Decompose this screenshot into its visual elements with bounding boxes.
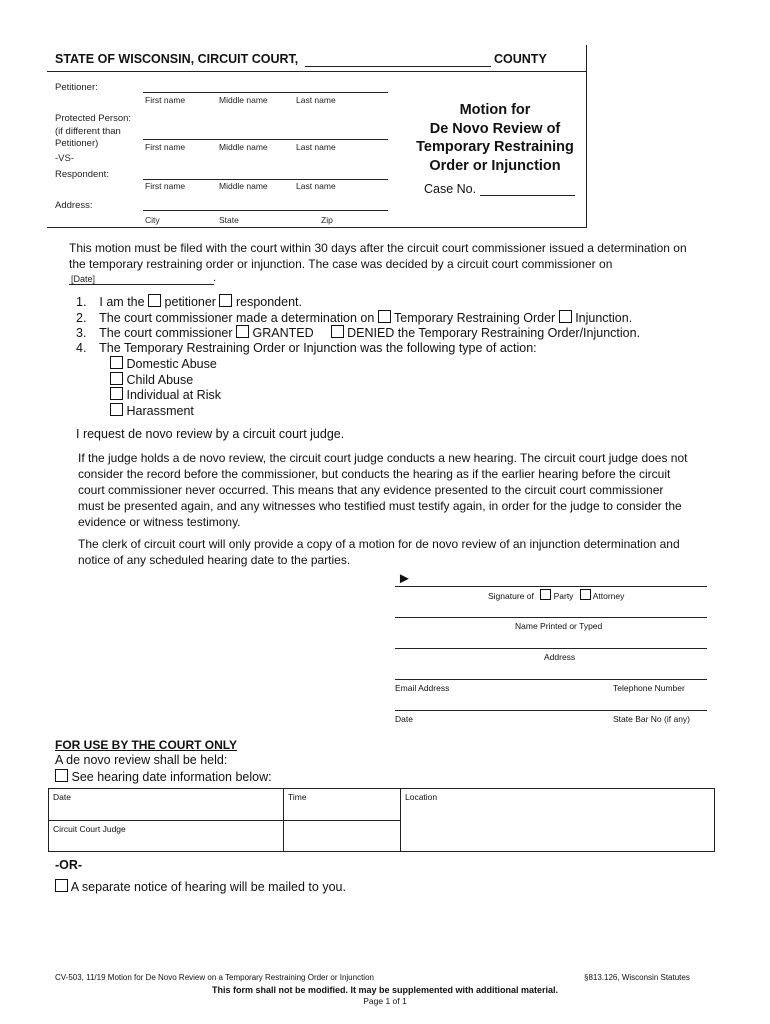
intro-line-1: This motion must be filed with the court within 30 days after the circuit court commissioner issued a determination on [69,241,687,255]
de-novo-explanation [78,450,687,530]
circuit-judge-cell[interactable] [49,821,284,852]
protected-person-note-2: Petitioner) [55,138,99,149]
state-bar-label: State Bar No (if any) [613,714,691,724]
date-bar-line[interactable] [395,710,707,711]
item-2-text-c: Injunction. [575,311,633,325]
address-zip: Zip [321,215,333,225]
separate-notice-label: A separate notice of hearing will be mailed to you. [70,880,346,894]
attorney-checkbox[interactable] [580,589,591,600]
see-hearing-checkbox[interactable] [55,769,68,782]
explanation-line-5: evidence or witness testimony. [78,515,241,529]
form-title [400,101,590,175]
action-harassment [110,403,194,418]
title-line-2: De Novo Review of [429,120,561,137]
hearing-info-table [48,788,715,852]
harassment-checkbox[interactable] [110,403,123,416]
signature-of-label: Signature of [488,591,534,601]
respondent-last-name: Last name [296,181,336,191]
protected-person-name-line[interactable] [143,139,388,140]
protected-person-label: Protected Person: [55,113,132,124]
action-child-abuse [110,372,193,387]
statute-reference: §813.126, Wisconsin Statutes [584,973,690,982]
page-number: Page 1 of 1 [363,996,407,1006]
item-1-number: 1. [76,295,87,309]
protected-middle-name: Middle name [219,142,268,152]
signature-date-label: Date [395,714,413,724]
address-city: City [145,215,160,225]
item-3-text-b: GRANTED [252,326,314,340]
item-3 [76,325,640,340]
separate-notice-checkbox[interactable] [55,879,68,892]
title-line-4: Order or Injunction [429,157,561,174]
hearing-location-cell[interactable] [401,789,715,852]
action-individual-at-risk [110,387,221,402]
hearing-time-cell[interactable] [284,789,401,821]
party-label: Party [553,591,574,601]
party-checkbox[interactable] [540,589,551,600]
respondent-name-line[interactable] [143,179,388,180]
item-2-number: 2. [76,311,87,325]
respondent-label: Respondent: [55,169,109,180]
case-no-label: Case No. [424,182,477,196]
explanation-line-1: If the judge holds a de novo review, the circuit court judge conducts a new hearing. The circuit court judge does not [78,451,688,465]
item-2 [76,310,632,325]
signature-line[interactable] [395,586,707,587]
signature-caption [488,589,624,601]
petitioner-checkbox[interactable] [148,294,161,307]
explanation-line-3: court commissioner never occurred. This means that any evidence presented to the circuit court commissioner [78,483,664,497]
harassment-label: Harassment [126,404,194,418]
email-phone-line[interactable] [395,679,707,680]
date-label: [Date] [71,274,96,284]
printed-name-label: Name Printed or Typed [515,621,603,631]
title-line-3: Temporary Restraining [416,139,574,155]
intro-line-2: the temporary restraining order or injunction. The case was decided by a circuit court commissioner on [69,257,613,271]
clerk-notice-line-2: notice of any scheduled hearing date to the parties. [78,553,351,567]
petitioner-first-name: First name [145,95,186,105]
signer-address-label: Address [544,652,576,662]
item-4 [76,341,537,355]
child-abuse-label: Child Abuse [126,373,194,387]
item-1-text-c: respondent. [235,295,302,309]
empty-judge-cell[interactable] [284,821,401,852]
petitioner-name-line[interactable] [143,92,388,93]
item-3-text-c: DENIED the Temporary Restraining Order/Injunction. [347,326,641,340]
form-id: CV-503, 11/19 Motion for De Novo Review on a Temporary Restraining Order or Injunction [55,973,374,982]
signer-address-line[interactable] [395,648,707,649]
explanation-line-4: must be presented again, and any witnesses who testified must testify again, in order for the judge to consider the [78,499,682,513]
tro-checkbox[interactable] [378,310,391,323]
county-line[interactable] [305,66,491,67]
petitioner-middle-name: Middle name [219,95,268,105]
domestic-abuse-label: Domestic Abuse [126,357,217,371]
decision-date-line[interactable] [69,284,214,285]
item-4-text-a: The Temporary Restraining Order or Injunction was the following type of action: [99,341,537,355]
title-line-1: Motion for [459,102,531,118]
item-1-text-a: I am the [99,295,145,309]
court-use-heading: FOR USE BY THE COURT ONLY [55,738,238,752]
granted-checkbox[interactable] [236,325,249,338]
respondent-checkbox[interactable] [219,294,232,307]
address-line[interactable] [143,210,388,211]
respondent-first-name: First name [145,181,186,191]
item-3-text-a: The court commissioner [99,326,233,340]
item-2-text-b: Temporary Restraining Order [394,311,556,325]
vs-label: -VS- [55,153,74,164]
item-1 [76,294,302,309]
hearing-location-label: Location [405,792,438,802]
individual-at-risk-checkbox[interactable] [110,387,123,400]
circuit-judge-label: Circuit Court Judge [53,824,126,834]
request-statement: I request de novo review by a circuit court judge. [76,427,345,441]
address-label: Address: [55,200,93,211]
attorney-label: Attorney [592,591,625,601]
petitioner-last-name: Last name [296,95,336,105]
explanation-line-2: consider the record before the commissioner, but conducts the hearing as if the earlier hearing before the circuit [78,467,671,481]
denied-checkbox[interactable] [331,325,344,338]
header-underline [47,71,587,72]
date-period: . [213,272,217,284]
email-label: Email Address [395,683,450,693]
hearing-date-cell[interactable] [49,789,284,821]
signature-arrow-icon: ► [397,570,412,587]
hearing-time-label: Time [288,792,307,802]
hearing-date-label: Date [53,792,71,802]
see-hearing-label: See hearing date information below: [71,770,272,784]
respondent-middle-name: Middle name [219,181,268,191]
printed-name-line[interactable] [395,617,707,618]
action-domestic-abuse [110,356,217,371]
item-1-text-b: petitioner [164,295,216,309]
case-no-line[interactable] [480,195,575,196]
header-bottom-rule [47,227,587,228]
petitioner-label: Petitioner: [55,82,98,93]
domestic-abuse-checkbox[interactable] [110,356,123,369]
injunction-checkbox[interactable] [559,310,572,323]
or-separator: -OR- [55,858,83,872]
clerk-notice-line-1: The clerk of circuit court will only provide a copy of a motion for de novo review of an injunction determination and [78,537,680,551]
individual-at-risk-label: Individual at Risk [126,388,221,402]
protected-last-name: Last name [296,142,336,152]
county-label: COUNTY [494,52,547,66]
telephone-label: Telephone Number [613,683,685,693]
item-4-number: 4. [76,341,87,355]
court-title: STATE OF WISCONSIN, CIRCUIT COURT, [55,52,299,66]
address-state: State [219,215,239,225]
review-held-text: A de novo review shall be held: [55,753,228,767]
see-hearing-row [55,769,272,784]
protected-first-name: First name [145,142,186,152]
child-abuse-checkbox[interactable] [110,372,123,385]
separate-notice-row [55,879,346,894]
clerk-notice [78,536,680,568]
modification-notice: This form shall not be modified. It may be supplemented with additional material. [211,985,559,995]
item-2-text-a: The court commissioner made a determination on [99,311,375,325]
item-3-number: 3. [76,326,87,340]
protected-person-note-1: (if different than [55,126,121,137]
